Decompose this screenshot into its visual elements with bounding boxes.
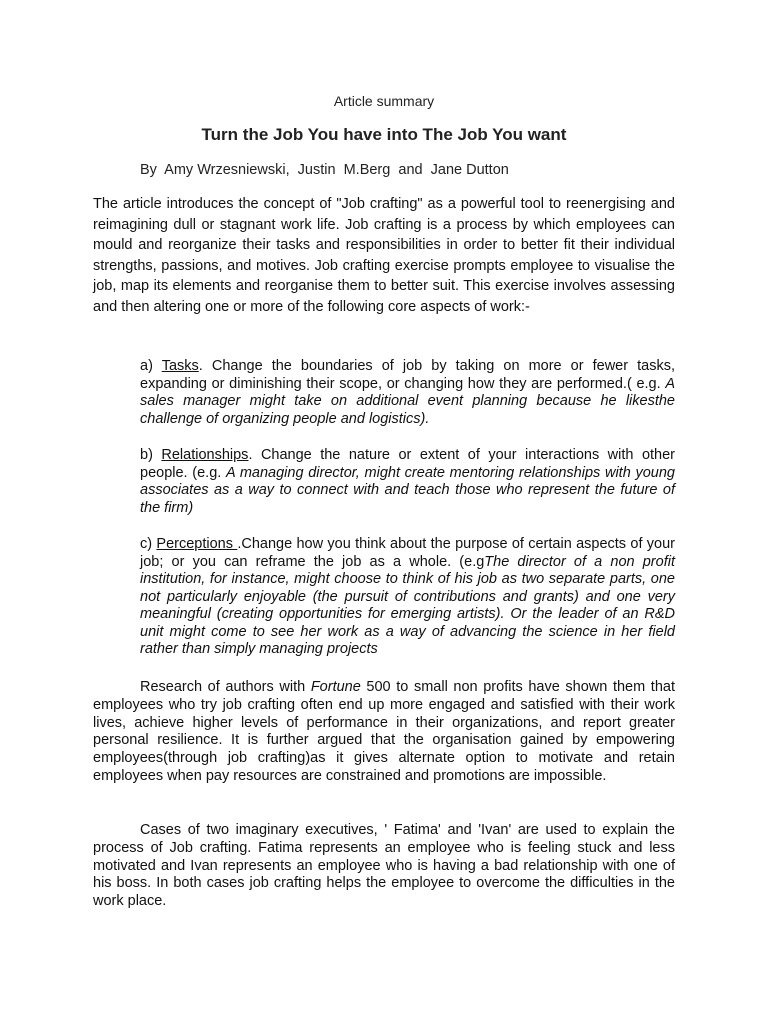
- aspect-relationships-example: A managing director, might create mentoring relationships with young associates as a way to connect with and teach those who represent the future of the firm): [140, 464, 675, 516]
- aspect-tasks-text: . Change the boundaries of job by taking on more or fewer tasks, expanding or diminishing their scope, or changing how they are performed.( e.g.: [140, 358, 675, 392]
- aspect-tasks-example: A sales manager might take on additional event planning because he likesthe challenge of organizing people and logistics).: [140, 375, 675, 427]
- aspect-perceptions-example: The director of a non profit institution, for instance, might choose to think of his job as two separate parts, one not particularly enjoyable (the pursuit of contributions and grants) and one very meaningful (creating opportunities for emerging artists). Or the leader of an R&D unit might come to see her work as a way of advancing the science in her field rather than simply managing projects: [140, 553, 675, 657]
- article-title: Turn the Job You have into The Job You want: [201, 125, 567, 144]
- research-paragraph: [93, 679, 675, 786]
- aspect-perceptions-term: Perceptions: [156, 536, 238, 552]
- aspect-perceptions-text: .Change how you think about the purpose of certain aspects of your job; or you can reframe the job as a whole. (e.g: [140, 536, 675, 570]
- aspect-perceptions: [140, 536, 675, 659]
- aspect-perceptions-prefix: c): [140, 536, 157, 552]
- article-authors: By Amy Wrzesniewski, Justin M.Berg and Jane Dutton: [140, 162, 509, 178]
- aspect-tasks-term: Tasks: [161, 358, 199, 374]
- aspect-relationships-text: . Change the nature or extent of your interactions with other people. (e.g.: [140, 447, 675, 481]
- aspect-relationships-term: Relationships: [161, 447, 249, 463]
- cases-paragraph: Cases of two imaginary executives, ' Fatima' and 'Ivan' are used to explain the process of Job crafting. Fatima represents an employee who is feeling stuck and less motivated and Ivan represents an employee who is having a bad relationship with one of his boss. In both cases job crafting helps the employee to overcome the difficulties in the work place.: [93, 822, 675, 910]
- intro-paragraph: The article introduces the concept of "Job crafting" as a powerful tool to reenergising and reimagining dull or stagnant work life. Job crafting is a process by which employees can mould and reorganize their tasks and responsibilities in order to better fit their individual strengths, passions, and motives. Job crafting exercise prompts employee to visualise the job, map its elements and reorganise them to better suit. This exercise involves assessing and then altering one or more of the following core aspects of work:-: [93, 196, 675, 315]
- aspect-relationships: [140, 447, 675, 517]
- aspect-relationships-prefix: b): [140, 447, 162, 463]
- research-before: Research of authors with: [140, 679, 311, 695]
- article-label: Article summary: [333, 93, 435, 109]
- research-after: 500 to small non profits have shown them that employees who try job crafting often end up more engaged and satisfied with their work lives, achieve higher levels of performance in their organizations, and report greater personal resilience. It is further argued that the organisation gained by empowering employees(through job crafting)as it gives alternate option to motivate and retain employees when pay resources are constrained and promotions are impossible.: [93, 679, 675, 784]
- research-fortune: Fortune: [310, 679, 361, 695]
- aspect-tasks: [140, 358, 675, 428]
- aspect-tasks-prefix: a): [140, 358, 162, 374]
